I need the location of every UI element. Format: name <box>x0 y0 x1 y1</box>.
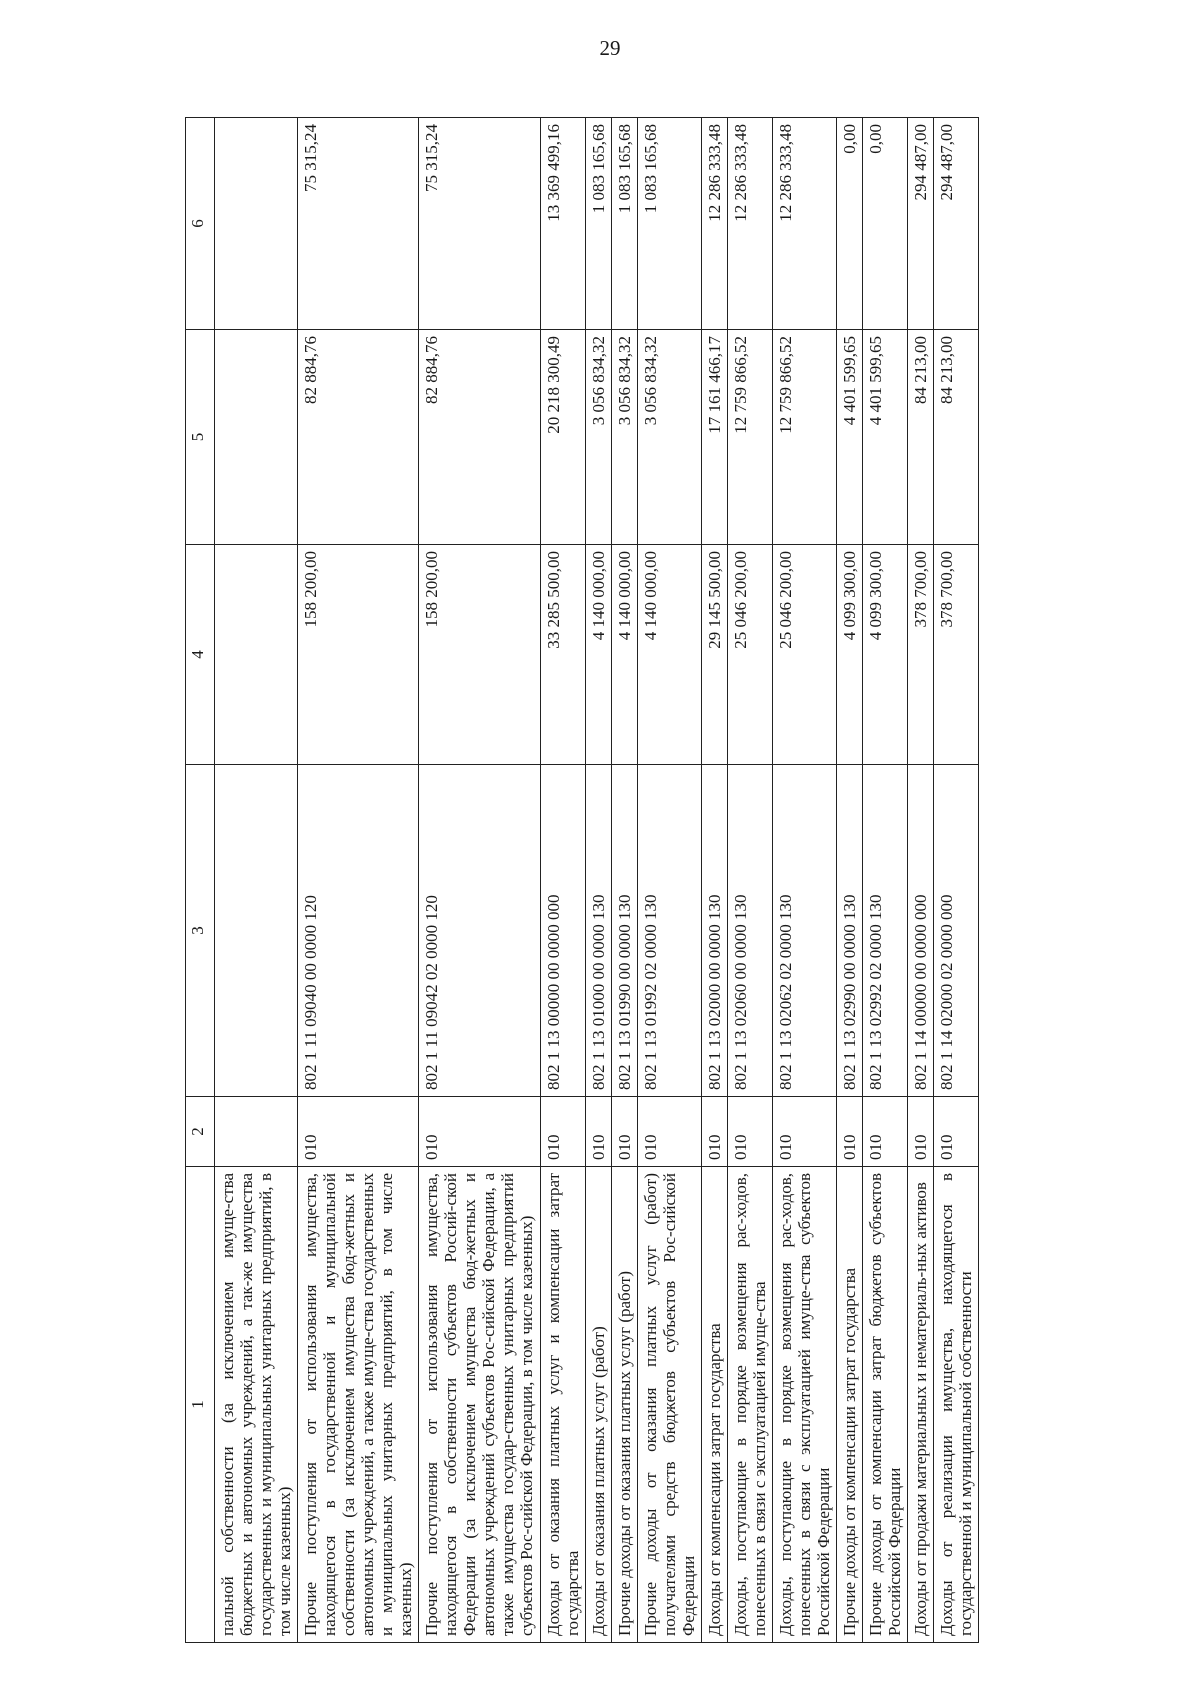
table-row <box>419 118 540 1643</box>
row-executed-cell: 84 213,00 <box>934 330 979 545</box>
row-kbk-cell: 802 1 13 02000 00 0000 130 <box>701 765 727 1097</box>
row-remaining-cell: 1 083 165,68 <box>585 118 611 330</box>
table-row <box>727 118 772 1643</box>
row-code-cell: 010 <box>772 1097 836 1167</box>
row-code-cell: 010 <box>611 1097 637 1167</box>
row-code-cell: 010 <box>298 1097 419 1167</box>
row-kbk-cell <box>215 765 298 1097</box>
row-remaining-cell: 12 286 333,48 <box>701 118 727 330</box>
row-remaining-cell: 75 315,24 <box>298 118 419 330</box>
row-approved-cell: 4 140 000,00 <box>637 545 701 765</box>
row-executed-cell: 4 401 599,65 <box>862 330 907 545</box>
row-kbk-cell: 802 1 13 01992 02 0000 130 <box>637 765 701 1097</box>
row-approved-cell: 25 046 200,00 <box>772 545 836 765</box>
row-name-cell: Прочие доходы от оказания платных услуг (работ) получателями средств бюджетов субъектов Рос-сийской Федерации <box>637 1167 701 1643</box>
table-row <box>298 118 419 1643</box>
row-approved-cell: 33 285 500,00 <box>540 545 585 765</box>
page-number: 29 <box>599 36 621 60</box>
row-approved-cell: 378 700,00 <box>934 545 979 765</box>
table-row <box>611 118 637 1643</box>
column-header-5: 5 <box>186 330 215 545</box>
table-row <box>215 118 298 1643</box>
row-kbk-cell: 802 1 13 02060 00 0000 130 <box>727 765 772 1097</box>
row-remaining-cell: 13 369 499,16 <box>540 118 585 330</box>
row-approved-cell: 158 200,00 <box>419 545 540 765</box>
column-header-4: 4 <box>186 545 215 765</box>
header-row <box>186 118 215 1643</box>
row-name-cell: Доходы от оказания платных услуг (работ) <box>585 1167 611 1643</box>
row-approved-cell: 158 200,00 <box>298 545 419 765</box>
row-code-cell: 010 <box>701 1097 727 1167</box>
row-remaining-cell: 0,00 <box>862 118 907 330</box>
row-code-cell: 010 <box>908 1097 934 1167</box>
row-executed-cell: 3 056 834,32 <box>611 330 637 545</box>
table-row <box>934 118 979 1643</box>
row-kbk-cell: 802 1 14 00000 00 0000 000 <box>908 765 934 1097</box>
row-approved-cell: 4 140 000,00 <box>585 545 611 765</box>
table-row <box>701 118 727 1643</box>
row-name-cell: Доходы от продажи материальных и нематериаль-ных активов <box>908 1167 934 1643</box>
row-name-cell: Доходы, поступающие в порядке возмещения рас-ходов, понесенных в связи с эксплуатацией имуще-ства <box>727 1167 772 1643</box>
row-approved-cell: 4 099 300,00 <box>836 545 862 765</box>
row-code-cell: 010 <box>585 1097 611 1167</box>
row-name-cell: Доходы, поступающие в порядке возмещения рас-ходов, понесенных в связи с эксплуатацией имуще-ства субъектов Российской Федерации <box>772 1167 836 1643</box>
row-remaining-cell: 0,00 <box>836 118 862 330</box>
row-executed-cell: 4 401 599,65 <box>836 330 862 545</box>
row-executed-cell: 17 161 466,17 <box>701 330 727 545</box>
row-executed-cell: 3 056 834,32 <box>585 330 611 545</box>
row-code-cell: 010 <box>934 1097 979 1167</box>
row-code-cell <box>215 1097 298 1167</box>
row-remaining-cell: 294 487,00 <box>934 118 979 330</box>
row-executed-cell: 3 056 834,32 <box>637 330 701 545</box>
row-code-cell: 010 <box>836 1097 862 1167</box>
row-code-cell: 010 <box>727 1097 772 1167</box>
row-name-cell: Доходы от компенсации затрат государства <box>701 1167 727 1643</box>
row-remaining-cell <box>215 118 298 330</box>
row-code-cell: 010 <box>540 1097 585 1167</box>
row-executed-cell: 12 759 866,52 <box>727 330 772 545</box>
row-remaining-cell: 1 083 165,68 <box>611 118 637 330</box>
row-name-cell: Прочие доходы от оказания платных услуг (работ) <box>611 1167 637 1643</box>
rotated-table-layer <box>185 118 1145 1643</box>
row-executed-cell: 84 213,00 <box>908 330 934 545</box>
row-code-cell: 010 <box>862 1097 907 1167</box>
row-name-cell: Прочие доходы от компенсации затрат бюджетов субъектов Российской Федерации <box>862 1167 907 1643</box>
row-kbk-cell: 802 1 13 02990 00 0000 130 <box>836 765 862 1097</box>
row-executed-cell <box>215 330 298 545</box>
table-container <box>185 118 1145 1643</box>
row-code-cell: 010 <box>419 1097 540 1167</box>
row-kbk-cell: 802 1 11 09042 02 0000 120 <box>419 765 540 1097</box>
row-name-cell: Прочие доходы от компенсации затрат государства <box>836 1167 862 1643</box>
column-header-1: 1 <box>186 1167 215 1643</box>
row-approved-cell <box>215 545 298 765</box>
row-approved-cell: 4 099 300,00 <box>862 545 907 765</box>
row-kbk-cell: 802 1 13 02992 02 0000 130 <box>862 765 907 1097</box>
row-name-cell: Доходы от оказания платных услуг и компенсации затрат государства <box>540 1167 585 1643</box>
row-kbk-cell: 802 1 11 09040 00 0000 120 <box>298 765 419 1097</box>
row-remaining-cell: 12 286 333,48 <box>727 118 772 330</box>
row-kbk-cell: 802 1 13 01000 00 0000 130 <box>585 765 611 1097</box>
row-approved-cell: 29 145 500,00 <box>701 545 727 765</box>
row-executed-cell: 82 884,76 <box>298 330 419 545</box>
revenue-table <box>185 117 979 1643</box>
row-executed-cell: 82 884,76 <box>419 330 540 545</box>
row-approved-cell: 4 140 000,00 <box>611 545 637 765</box>
row-name-cell: пальной собственности (за исключением имуще-ства бюджетных и автономных учреждений, а так-же имущества государственных и муниципальных унитарных предприятий, в том числе казенных) <box>215 1167 298 1643</box>
row-kbk-cell: 802 1 13 02062 02 0000 130 <box>772 765 836 1097</box>
row-remaining-cell: 12 286 333,48 <box>772 118 836 330</box>
row-name-cell: Прочие поступления от использования имущества, находящегося в государственной и муниципальной собственности (за исключением имущества бюд-жетных и автономных учреждений, а также имуще-ства государственных и муниципальных унитарных предприятий, в том числе казенных) <box>298 1167 419 1643</box>
table-row <box>585 118 611 1643</box>
column-header-3: 3 <box>186 765 215 1097</box>
table-row <box>908 118 934 1643</box>
row-approved-cell: 25 046 200,00 <box>727 545 772 765</box>
table-row <box>836 118 862 1643</box>
row-approved-cell: 378 700,00 <box>908 545 934 765</box>
row-remaining-cell: 1 083 165,68 <box>637 118 701 330</box>
row-executed-cell: 12 759 866,52 <box>772 330 836 545</box>
table-row <box>772 118 836 1643</box>
table-row <box>540 118 585 1643</box>
row-code-cell: 010 <box>637 1097 701 1167</box>
column-header-6: 6 <box>186 118 215 330</box>
row-name-cell: Доходы от реализации имущества, находящегося в государственной и муниципальной собственности <box>934 1167 979 1643</box>
row-executed-cell: 20 218 300,49 <box>540 330 585 545</box>
table-row <box>637 118 701 1643</box>
row-kbk-cell: 802 1 14 02000 02 0000 000 <box>934 765 979 1097</box>
column-header-2: 2 <box>186 1097 215 1167</box>
row-remaining-cell: 75 315,24 <box>419 118 540 330</box>
row-remaining-cell: 294 487,00 <box>908 118 934 330</box>
row-kbk-cell: 802 1 13 00000 00 0000 000 <box>540 765 585 1097</box>
row-kbk-cell: 802 1 13 01990 00 0000 130 <box>611 765 637 1097</box>
table-row <box>862 118 907 1643</box>
row-name-cell: Прочие поступления от использования имущества, находящегося в собственности субъектов Россий-ской Федерации (за исключением имущества бюд-жетных и автономных учреждений субъектов Рос-сийской Федерации, а также имущества государ-ственных унитарных предприятий субъектов Рос-сийской Федерации, в том числе казенных) <box>419 1167 540 1643</box>
